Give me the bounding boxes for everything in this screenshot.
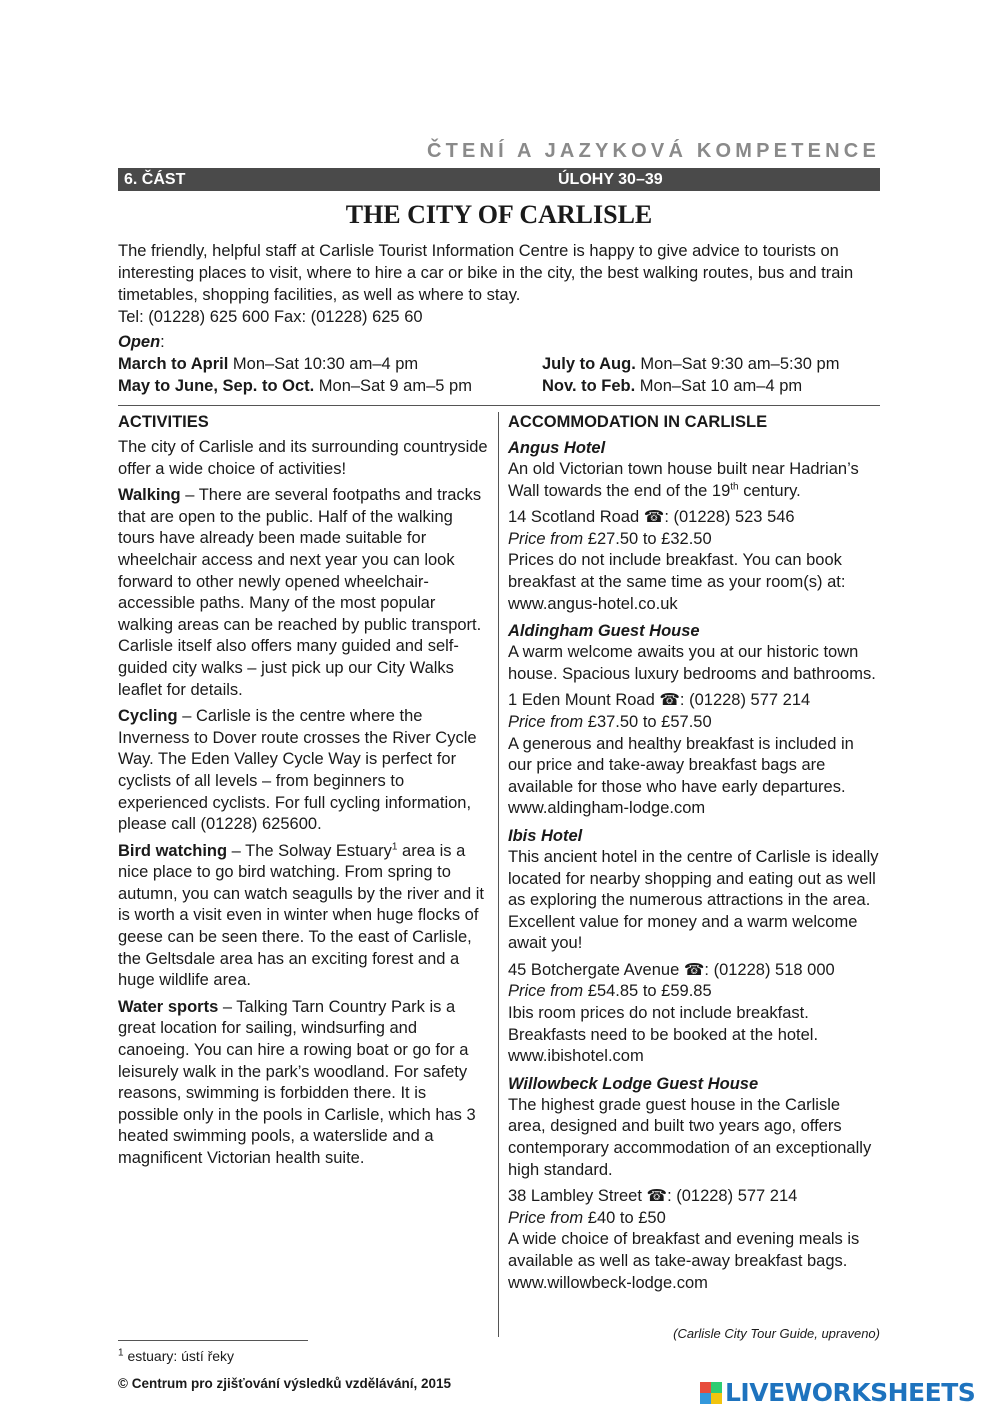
opening-hours bbox=[118, 331, 880, 397]
tasks-label: ÚLOHY 30–39 bbox=[558, 171, 663, 188]
activity-water-sports: Water sports – Talking Tarn Country Park is a great location for sailing, windsurfing and canoeing. You can hire a rowing boat or go for a leisurely walk in the park’s woodland. For safety reasons, swimming is forbidden there. It is possible only in the pools in Carlisle, which has 3 heated swimming pools, a waterslide and a magnificent Victorian health suite. bbox=[118, 997, 476, 1167]
open-label: Open bbox=[118, 333, 161, 351]
divider bbox=[118, 405, 880, 406]
intro-text: The friendly, helpful staff at Carlisle Tourist Information Centre is happy to give advice to tourists on interesting places to visit, where to hire a car or bike in the city, the best walking routes, bus and train timetables, shopping facilities, as well as where to stay. bbox=[118, 242, 854, 304]
hotel-description: This ancient hotel in the centre of Carlisle is ideally located for nearby shopping and eating out as well as exploring the numerous attractions in the area. Excellent value for money and a warm welcome await you! bbox=[508, 847, 879, 953]
hotel-price: Price from £27.50 to £32.50 bbox=[508, 529, 712, 548]
hotel-name: Angus Hotel bbox=[508, 439, 606, 457]
telephone-icon: ☎ bbox=[659, 691, 680, 710]
hours-entry: May to June, Sep. to Oct. Mon–Sat 9 am–5 pm bbox=[118, 377, 472, 395]
activities-intro: The city of Carlisle and its surrounding countryside offer a wide choice of activities! bbox=[118, 438, 488, 478]
section-title: ČTENÍ A JAZYKOVÁ KOMPETENCE bbox=[426, 140, 880, 162]
column-divider bbox=[498, 412, 499, 1337]
hotel-price: Price from £54.85 to £59.85 bbox=[508, 982, 712, 1001]
activities-column bbox=[118, 411, 490, 1175]
page-title: THE CITY OF CARLISLE bbox=[345, 200, 653, 229]
footnote: $^1$ estuary: ústí řeky bbox=[118, 1347, 235, 1364]
hotel-price: Price from £37.50 to £57.50 bbox=[508, 712, 712, 731]
hotel-description: A warm welcome awaits you at our historic town house. Spacious luxury bedrooms and bathrooms. bbox=[508, 643, 876, 683]
hotel-name: Aldingham Guest House bbox=[508, 622, 700, 641]
hotel-website: www.aldingham-lodge.com bbox=[508, 799, 706, 818]
brand-text: LIVEWORKSHEETS bbox=[725, 1378, 976, 1407]
hotel-note: A wide choice of breakfast and evening meals is available as well as take-away breakfast bags. bbox=[508, 1230, 860, 1270]
hotel-website: www.ibishotel.com bbox=[508, 1047, 644, 1066]
hotel-name: Ibis Hotel bbox=[508, 826, 583, 845]
hotel-name: Willowbeck Lodge Guest House bbox=[508, 1074, 759, 1093]
hours-entry: July to Aug. Mon–Sat 9:30 am–5:30 pm bbox=[542, 355, 840, 373]
activity-cycling: Cycling – Carlisle is the centre where the Inverness to Dover route crosses the River Cycle Way. The Eden Valley Cycle Way is perfect for cyclists of all levels – from beginners to experienced cyclists. For full cycling information, please call (01228) 625600. bbox=[118, 707, 477, 834]
hotel-description: An old Victorian town house built near Hadrian’s Wall towards the end of the 19th century. bbox=[508, 460, 859, 500]
copyright: © Centrum pro zjišťování výsledků vzdělávání, 2015 bbox=[118, 1376, 452, 1391]
footnote-rule bbox=[118, 1340, 308, 1341]
hotel-note: A generous and healthy breakfast is included in our price and take-away breakfast bags are available for those who have early departures. bbox=[508, 734, 854, 796]
hotel-description: The highest grade guest house in the Carlisle area, designed and built two years ago, offers contemporary accommodation of an exceptionally high standard. bbox=[508, 1095, 872, 1179]
telephone-icon: ☎ bbox=[646, 1187, 668, 1206]
hotel-aldingham bbox=[508, 620, 882, 820]
telephone-icon: ☎ bbox=[643, 508, 665, 527]
telephone-icon: ☎ bbox=[683, 960, 705, 979]
source-citation: (Carlisle City Tour Guide, upraveno) bbox=[673, 1326, 880, 1341]
open-colon: : bbox=[160, 333, 165, 351]
part-bar bbox=[118, 168, 880, 191]
hotel-website: www.angus-hotel.co.uk bbox=[508, 594, 678, 613]
hours-entry: Nov. to Feb. Mon–Sat 10 am–4 pm bbox=[542, 377, 803, 395]
liveworksheets-logo bbox=[700, 1378, 975, 1407]
hotel-price: Price from £40 to £50 bbox=[508, 1208, 666, 1227]
activities-heading: ACTIVITIES bbox=[118, 413, 209, 431]
hotel-note: Ibis room prices do not include breakfast. Breakfasts need to be booked at the hotel. bbox=[508, 1004, 819, 1044]
hours-entry: March to April Mon–Sat 10:30 am–4 pm bbox=[118, 355, 419, 373]
hotel-willowbeck bbox=[508, 1073, 882, 1294]
brand-grid-icon bbox=[700, 1382, 722, 1404]
hotel-address: 38 Lambley Street ☎: (01228) 577 214 bbox=[508, 1187, 798, 1206]
part-label: 6. ČÁST bbox=[124, 171, 186, 188]
accommodation-heading: ACCOMMODATION IN CARLISLE bbox=[508, 413, 768, 431]
activity-bird-watching: Bird watching – The Solway Estuary$^1$ area is a nice place to go bird watching. From spring to autumn, you can watch seagulls by the river and it is worth a visit even in winter when huge flocks of geese can be seen there. To the east of Carlisle, the Geltsdale area has an exciting forest and a huge wildlife area. bbox=[118, 841, 484, 990]
hotel-ibis bbox=[508, 825, 882, 1068]
hotel-angus bbox=[508, 437, 882, 615]
accommodation-column bbox=[508, 411, 882, 1299]
activity-walking: Walking – There are several footpaths and tracks that are open to the public. Half of the walking tours have already been made suitable for wheelchair access and next year you can look forward to other newly opened wheelchair- accessible paths. Many of the most popular walking areas can be reached by public transport. Carlisle itself also offers many guided and self-guided city walks – just pick up our City Walks leaflet for details. bbox=[118, 486, 482, 699]
hotel-address: 14 Scotland Road ☎: (01228) 523 546 bbox=[508, 508, 795, 527]
intro bbox=[118, 240, 880, 328]
hotel-note: Prices do not include breakfast. You can book breakfast at the same time as your room(s) at: bbox=[508, 551, 846, 591]
hotel-website: www.willowbeck-lodge.com bbox=[508, 1273, 708, 1292]
hotel-address: 1 Eden Mount Road ☎: (01228) 577 214 bbox=[508, 691, 811, 710]
hotel-address: 45 Botchergate Avenue ☎: (01228) 518 000 bbox=[508, 960, 835, 979]
intro-contact: Tel: (01228) 625 600 Fax: (01228) 625 60 bbox=[118, 308, 423, 326]
